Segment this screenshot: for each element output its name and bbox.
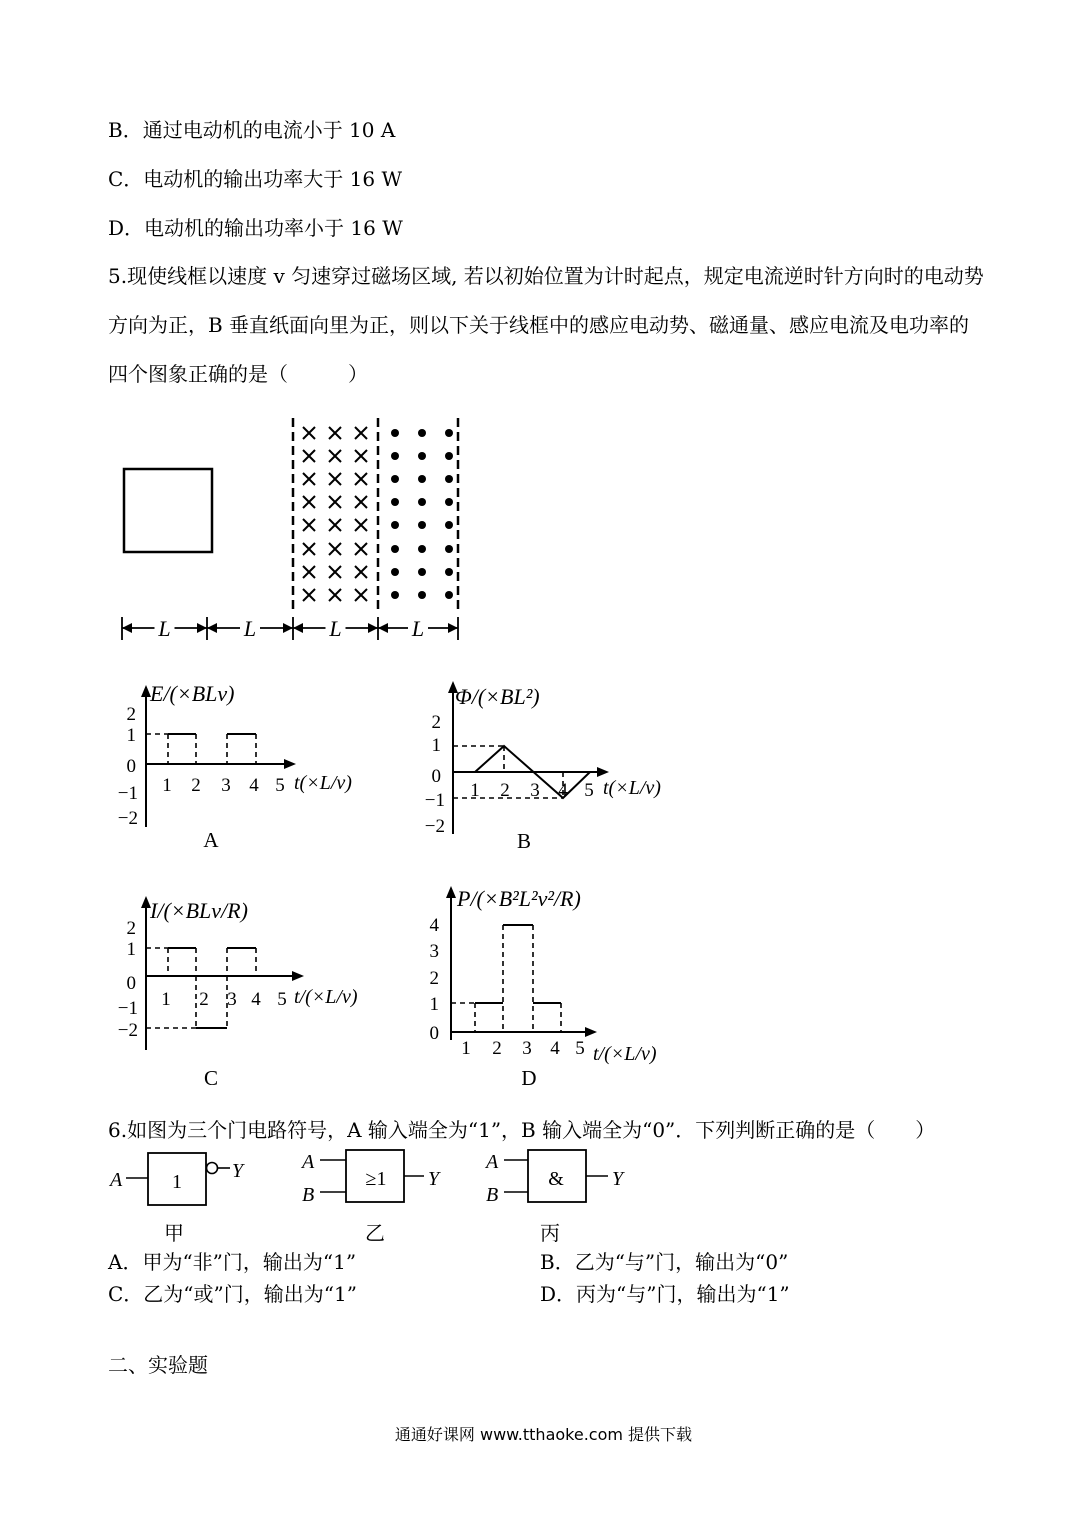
cross-mark <box>329 543 341 555</box>
svg-text:Y: Y <box>232 1160 244 1182</box>
graph-c-xlabel: t/(×L/v) <box>294 986 358 1008</box>
field-diagram <box>110 412 480 647</box>
q6-stem: 6.如图为三个门电路符号，A 输入端全为“1”，B 输入端全为“0”．下列判断正确的是（ ） <box>108 1118 936 1142</box>
cross-mark <box>303 543 315 555</box>
dot-mark <box>445 545 453 553</box>
svg-text:−1: −1 <box>424 790 445 811</box>
cross-mark <box>303 496 315 508</box>
cross-mark <box>303 427 315 439</box>
gate-jia <box>108 1150 268 1246</box>
cross-mark <box>303 589 315 601</box>
cross-mark <box>355 519 367 531</box>
graph-b-xlabel: t(×L/v) <box>603 777 661 799</box>
dot-mark <box>418 591 426 599</box>
dot-mark <box>445 591 453 599</box>
svg-text:−1: −1 <box>117 998 138 1019</box>
dot-mark <box>391 452 399 460</box>
cross-mark <box>329 450 341 462</box>
gate-bing-caption: 丙 <box>540 1223 560 1245</box>
svg-text:2: 2 <box>126 704 136 725</box>
svg-text:−2: −2 <box>117 1020 138 1041</box>
svg-text:Y: Y <box>428 1168 440 1190</box>
dot-mark <box>445 475 453 483</box>
cross-mark <box>355 427 367 439</box>
graph-d-caption: D <box>521 1066 537 1090</box>
dot-mark <box>418 475 426 483</box>
field-out-of-page <box>391 429 453 599</box>
dot-mark <box>391 568 399 576</box>
cross-mark <box>355 566 367 578</box>
dot-mark <box>418 568 426 576</box>
cross-mark <box>329 496 341 508</box>
svg-text:2: 2 <box>500 780 510 801</box>
cross-mark <box>355 450 367 462</box>
gate-jia-caption: 甲 <box>164 1223 184 1245</box>
svg-text:1: 1 <box>461 1038 471 1059</box>
gate-yi-caption: 乙 <box>365 1223 385 1245</box>
cross-mark <box>355 473 367 485</box>
dot-mark <box>445 498 453 506</box>
svg-text:3: 3 <box>522 1038 532 1059</box>
dot-mark <box>418 521 426 529</box>
graph-b-ylabel: Φ/(×BL²) <box>455 684 540 709</box>
svg-text:3: 3 <box>221 775 231 796</box>
q6-option-a: A．甲为“非”门，输出为“1” <box>108 1250 357 1274</box>
graph-a-caption: A <box>203 828 219 852</box>
dot-mark <box>418 429 426 437</box>
graph-a <box>108 683 388 853</box>
gate-yi-symbol: ≥1 <box>365 1168 387 1190</box>
svg-text:A: A <box>302 1151 315 1173</box>
cross-mark <box>303 519 315 531</box>
cross-mark <box>355 543 367 555</box>
svg-text:−2: −2 <box>424 816 445 837</box>
field-boundaries <box>293 418 458 612</box>
dot-mark <box>445 521 453 529</box>
svg-text:3: 3 <box>227 989 237 1010</box>
dimension-label: L <box>411 616 425 641</box>
q4-option-c: C．电动机的输出功率大于 16 W <box>108 167 403 191</box>
svg-text:B: B <box>486 1184 499 1206</box>
graph-a-ylabel: E/(×BLv) <box>150 683 235 706</box>
gate-bing <box>484 1144 644 1248</box>
dimension-label: L <box>243 616 257 641</box>
cross-mark <box>329 519 341 531</box>
svg-text:2: 2 <box>429 968 439 989</box>
cross-mark <box>329 566 341 578</box>
graph-a-xlabel: t(×L/v) <box>294 772 352 794</box>
graph-b <box>415 676 705 856</box>
field-into-page <box>303 427 367 601</box>
graph-b-caption: B <box>516 829 532 853</box>
graph-d-ylabel: P/(×B²L²v²/R) <box>457 886 581 911</box>
q5-stem: 5.现使线框以速度 v 匀速穿过磁场区域, 若以初始位置为计时起点，规定电流逆时针方向时的电动势方向为正，B 垂直纸面向里为正，则以下关于线框中的感应电动势、磁通量、感应电流及电功率的四个图象正确的是（ ） <box>108 264 984 386</box>
q6-option-b: B．乙为“与”门，输出为“0” <box>540 1250 789 1274</box>
cross-mark <box>329 427 341 439</box>
dot-mark <box>391 521 399 529</box>
graph-c <box>108 890 388 1090</box>
graph-c-ylabel: I/(×BLv/R) <box>150 898 248 923</box>
svg-text:4: 4 <box>429 915 439 936</box>
cross-mark <box>329 589 341 601</box>
svg-text:4: 4 <box>249 775 259 796</box>
dot-mark <box>391 429 399 437</box>
svg-text:2: 2 <box>431 712 441 733</box>
svg-text:−2: −2 <box>117 808 138 829</box>
svg-text:2: 2 <box>492 1038 502 1059</box>
svg-text:4: 4 <box>558 780 568 801</box>
cross-mark <box>303 450 315 462</box>
q4-option-b: B．通过电动机的电流小于 10 A <box>108 118 396 142</box>
dot-mark <box>445 568 453 576</box>
graph-d-xlabel: t/(×L/v) <box>593 1043 657 1065</box>
dot-mark <box>418 545 426 553</box>
svg-text:1: 1 <box>126 725 136 746</box>
svg-text:1: 1 <box>470 780 480 801</box>
svg-text:Y: Y <box>612 1168 624 1190</box>
svg-text:1: 1 <box>162 775 172 796</box>
svg-text:1: 1 <box>126 939 136 960</box>
svg-text:B: B <box>302 1184 315 1206</box>
graph-c-caption: C <box>203 1066 219 1090</box>
svg-text:0: 0 <box>126 973 136 994</box>
svg-text:4: 4 <box>251 989 261 1010</box>
svg-text:1: 1 <box>161 989 171 1010</box>
dot-mark <box>418 452 426 460</box>
svg-text:5: 5 <box>584 780 594 801</box>
dot-mark <box>445 429 453 437</box>
svg-text:0: 0 <box>429 1023 439 1044</box>
cross-mark <box>355 496 367 508</box>
svg-text:A: A <box>110 1169 123 1191</box>
svg-text:A: A <box>486 1151 499 1173</box>
gate-jia-symbol: 1 <box>172 1171 182 1193</box>
dimension-label: L <box>158 616 171 641</box>
dot-mark <box>391 545 399 553</box>
svg-text:3: 3 <box>530 780 540 801</box>
wire-loop <box>124 469 212 552</box>
svg-text:3: 3 <box>429 941 439 962</box>
dot-mark <box>391 591 399 599</box>
section-title: 二、实验题 <box>108 1353 208 1377</box>
cross-mark <box>355 589 367 601</box>
svg-text:1: 1 <box>431 735 441 756</box>
q4-option-d: D．电动机的输出功率小于 16 W <box>108 216 403 240</box>
svg-text:5: 5 <box>575 1038 585 1059</box>
cross-mark <box>303 566 315 578</box>
svg-text:1: 1 <box>429 994 439 1015</box>
svg-text:2: 2 <box>191 775 201 796</box>
page-footer: 通通好课网 www.tthaoke.com 提供下载 <box>394 1425 693 1444</box>
q6-option-c: C．乙为“或”门，输出为“1” <box>108 1282 357 1306</box>
dot-mark <box>418 498 426 506</box>
svg-text:4: 4 <box>550 1038 560 1059</box>
svg-text:0: 0 <box>431 766 441 787</box>
dot-mark <box>391 498 399 506</box>
gate-bing-symbol: & <box>548 1168 564 1190</box>
svg-text:2: 2 <box>126 918 136 939</box>
cross-mark <box>329 473 341 485</box>
cross-mark <box>303 473 315 485</box>
dot-mark <box>445 452 453 460</box>
dot-mark <box>391 475 399 483</box>
svg-text:5: 5 <box>277 989 287 1010</box>
graph-d <box>415 880 705 1090</box>
svg-text:2: 2 <box>199 989 209 1010</box>
svg-text:5: 5 <box>275 775 285 796</box>
dimension-label: L <box>329 616 342 641</box>
svg-text:−1: −1 <box>117 783 138 804</box>
svg-text:0: 0 <box>126 756 136 777</box>
q6-option-d: D．丙为“与”门，输出为“1” <box>540 1282 790 1306</box>
gate-yi <box>300 1144 460 1248</box>
